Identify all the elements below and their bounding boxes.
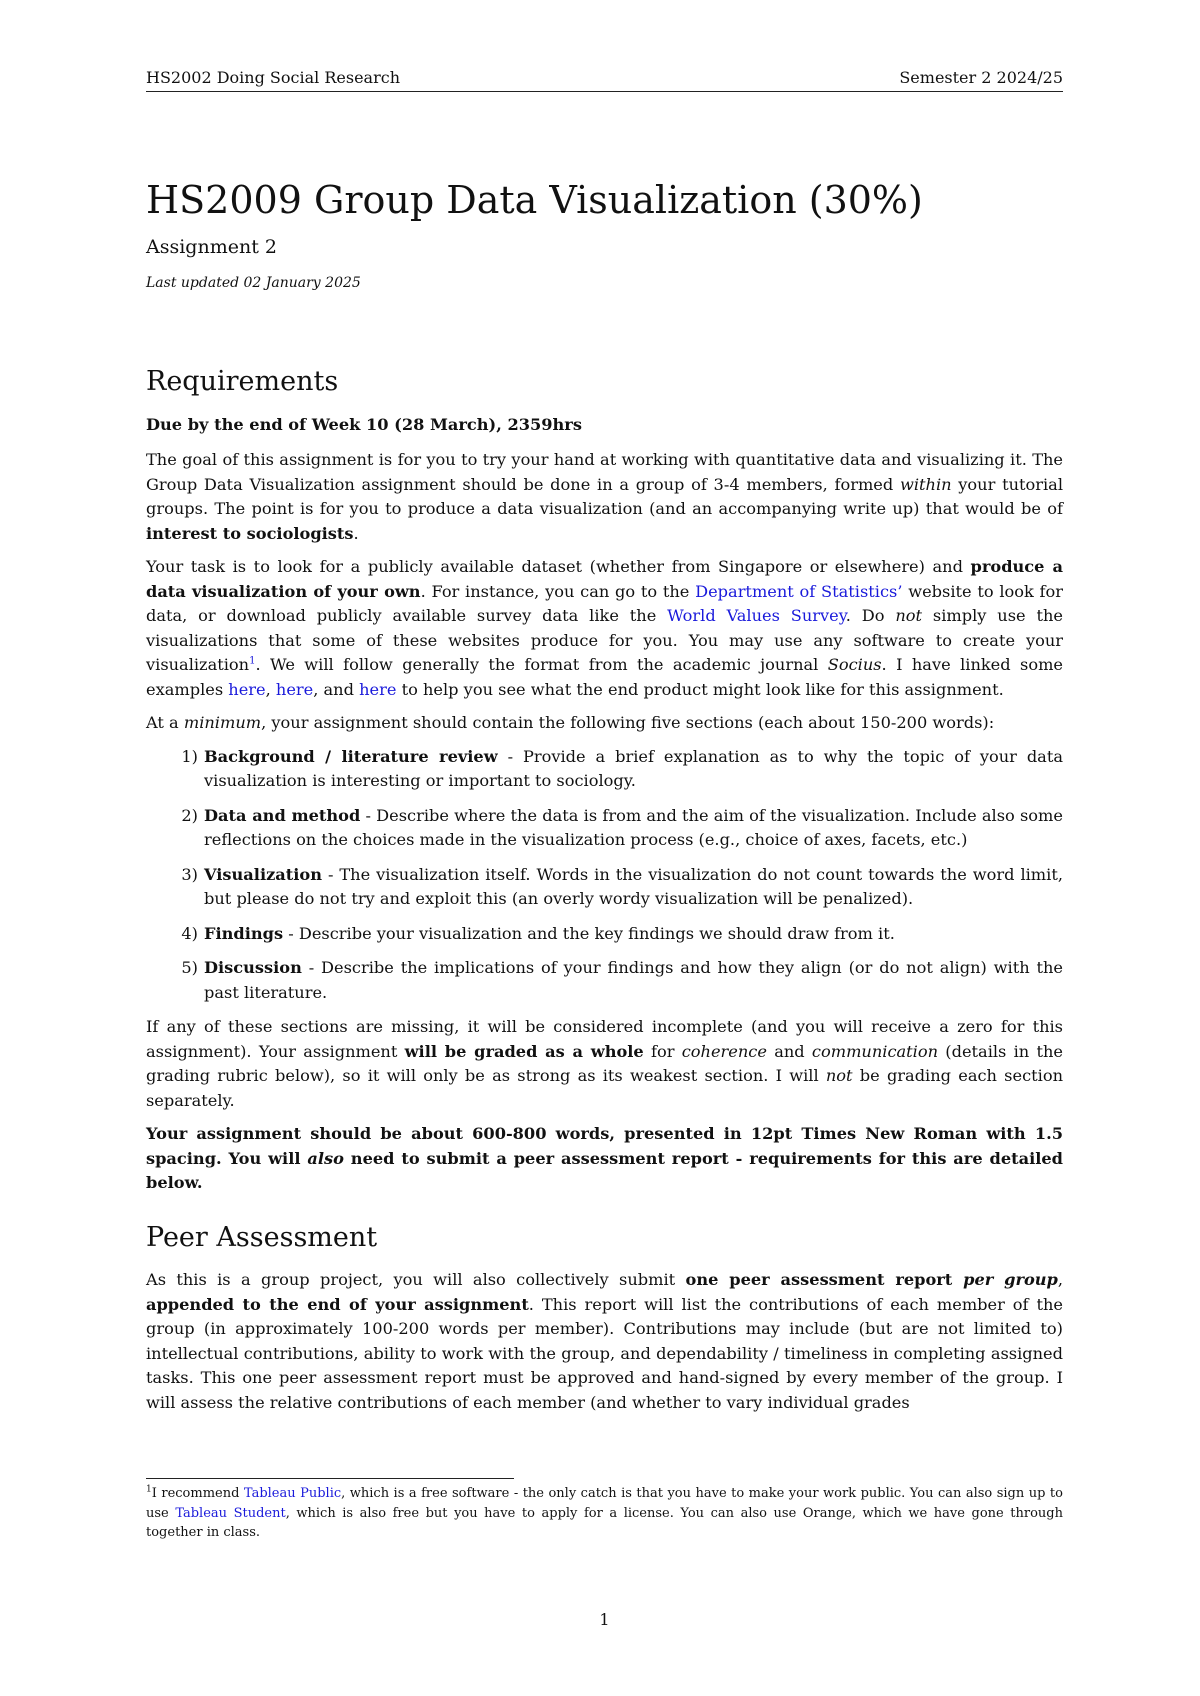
section-description: - The visualization itself. Words in the visualization do not count towards the word limit, but please do not try and exploit this (an overly wordy visualization will be penalized). — [204, 864, 1063, 908]
strong-text: interest to sociologists — [146, 523, 354, 543]
emphasis: minimum — [183, 713, 262, 732]
section-description: - Describe your visualization and the key findings we should draw from it. — [283, 923, 895, 943]
text: I recommend — [151, 1486, 244, 1501]
emphasis: Socius — [827, 655, 882, 674]
list-item — [146, 804, 1063, 853]
list-item — [146, 745, 1063, 794]
list-number: 5) — [181, 958, 198, 977]
paragraph-task — [146, 555, 1063, 702]
list-number: 4) — [181, 923, 198, 943]
link-world-values-survey[interactable]: World Values Survey — [667, 606, 846, 625]
text: Your assignment should be about 600-800 words, presented in 12pt Times New Roman with 1.5 spacing. You will — [146, 1124, 1063, 1168]
text: (details in the grading rubric below), so it will only be as strong as its weakest section. I will — [146, 1041, 1064, 1085]
section-description: - Provide a brief explanation as to why the topic of your data visualization is interesting or important to sociology. — [204, 746, 1063, 790]
emphasis: within — [899, 474, 952, 494]
strong-text: will be graded as a whole — [404, 1041, 644, 1061]
text: . I have linked some examples — [146, 655, 1063, 699]
footnote-number: 1 — [146, 1484, 152, 1495]
link-example-3[interactable]: here — [359, 679, 397, 699]
emphasis: coherence — [681, 1041, 767, 1061]
text: , which is also free but you have to apply for a license. You can also use Orange, which we have gone through together in class. — [146, 1505, 1063, 1540]
text: . — [353, 523, 359, 543]
list-item — [146, 956, 1063, 1005]
text: . Do — [845, 606, 896, 625]
section-title: Data and method — [204, 805, 361, 825]
emphasis: not — [895, 606, 923, 625]
strong-text: produce a data visualization of your own — [146, 557, 1063, 601]
emphasis: also — [307, 1148, 344, 1168]
peer-assessment-heading: Peer Assessment — [146, 1221, 378, 1253]
course-name: HS2002 Doing Social Research — [146, 68, 400, 87]
link-tableau-student[interactable]: Tableau Student — [175, 1505, 286, 1521]
text: . For instance, you can go to the — [420, 581, 696, 601]
paragraph-incomplete — [146, 1015, 1063, 1113]
link-example-1[interactable]: here — [228, 679, 266, 699]
last-updated: Last updated 02 January 2025 — [146, 275, 361, 291]
strong-text: one peer assessment report — [685, 1270, 964, 1289]
list-item — [146, 863, 1063, 912]
text: , — [265, 679, 276, 699]
emphasis: not — [825, 1066, 853, 1085]
text: , and — [313, 679, 360, 699]
strong-emphasis: per group — [963, 1270, 1058, 1289]
document-body — [146, 366, 1064, 1424]
text: website to look for data, or download publicly available survey data like the — [146, 581, 1064, 625]
emphasis: communication — [811, 1041, 939, 1061]
list-number: 2) — [181, 805, 198, 825]
running-header — [146, 68, 1063, 92]
text: be grading each section separately. — [146, 1066, 1063, 1110]
paragraph-peer — [146, 1268, 1063, 1415]
text: As this is a group project, you will also collectively submit — [146, 1270, 686, 1289]
text: your tutorial groups. The point is for you to produce a data visualization (and an accompanying write up) that would be of — [146, 474, 1063, 518]
text: . This report will list the contributions of each member of the group (in approximately 100-200 words per member). Contributions may include (but are not limited to) intellectual contributions, ability to work with the group, and dependability / timeliness in completing assigned tasks. This one peer assessment report must be approved and hand-signed by every member of the group. I will assess the relative contributions of each member (and whether to vary individual grades — [146, 1294, 1063, 1412]
section-title: Findings — [204, 923, 284, 943]
text: to help you see what the end product might look like for this assignment. — [396, 679, 1004, 699]
footnote-ref[interactable]: 1 — [249, 655, 256, 667]
section-description: - Describe the implications of your findings and how they align (or do not align) with the past literature. — [204, 958, 1063, 1002]
text: If any of these sections are missing, it will be considered incomplete (and you will receive a zero for this assignment). Your assignment — [146, 1017, 1063, 1061]
section-title: Background / literature review — [204, 746, 498, 766]
text: need to submit a peer assessment report - requirements for this are detailed below. — [146, 1148, 1063, 1192]
link-department-of-statistics[interactable]: Department of Statistics’ — [695, 581, 903, 601]
footnote-divider — [146, 1478, 514, 1479]
text: , your assignment should contain the following five sections (each about 150-200 words): — [261, 713, 995, 732]
text: Your task is to look for a publicly available dataset (whether from Singapore or elsewhere) and — [146, 557, 971, 576]
link-example-2[interactable]: here — [275, 679, 314, 699]
section-description: - Describe where the data is from and the aim of the visualization. Include also some reflections on the choices made in the visualization process (e.g., choice of axes, facets, etc.) — [204, 805, 1063, 849]
text: The goal of this assignment is for you to try your hand at working with quantitative data and visualizing it. The Group Data Visualization assignment should be done in a group of 3-4 members, formed — [146, 450, 1063, 494]
strong-text: appended to the end of your assignment — [146, 1294, 529, 1314]
text: . We will follow generally the format from the academic journal — [255, 655, 828, 674]
text: , which is a free software - the only catch is that you have to make your work public. You can also sign up to use — [146, 1486, 1063, 1521]
text: for — [643, 1041, 682, 1061]
paragraph-goal — [146, 448, 1063, 546]
due-date: Due by the end of Week 10 (28 March), 2359hrs — [146, 414, 582, 434]
list-number: 1) — [181, 746, 198, 766]
semester-label: Semester 2 2024/25 — [899, 68, 1063, 87]
list-number: 3) — [181, 864, 198, 884]
sections-list — [146, 745, 1063, 1006]
page-number: 1 — [599, 1610, 610, 1629]
section-title: Visualization — [204, 864, 322, 884]
text: , — [1057, 1270, 1064, 1289]
paragraph-format — [146, 1122, 1063, 1196]
text: simply use the visualizations that some of these websites produce for you. You may use any software to create your visualization — [146, 606, 1063, 674]
text: At a — [146, 713, 184, 732]
document-subtitle: Assignment 2 — [146, 236, 277, 258]
footnote — [146, 1484, 1063, 1543]
list-item — [146, 922, 1063, 947]
text: and — [766, 1041, 812, 1061]
link-tableau-public[interactable]: Tableau Public — [243, 1486, 342, 1501]
document-title: HS2009 Group Data Visualization (30%) — [146, 178, 923, 222]
section-title: Discussion — [204, 958, 302, 977]
requirements-heading: Requirements — [146, 366, 339, 397]
paragraph-minimum — [146, 711, 1063, 736]
